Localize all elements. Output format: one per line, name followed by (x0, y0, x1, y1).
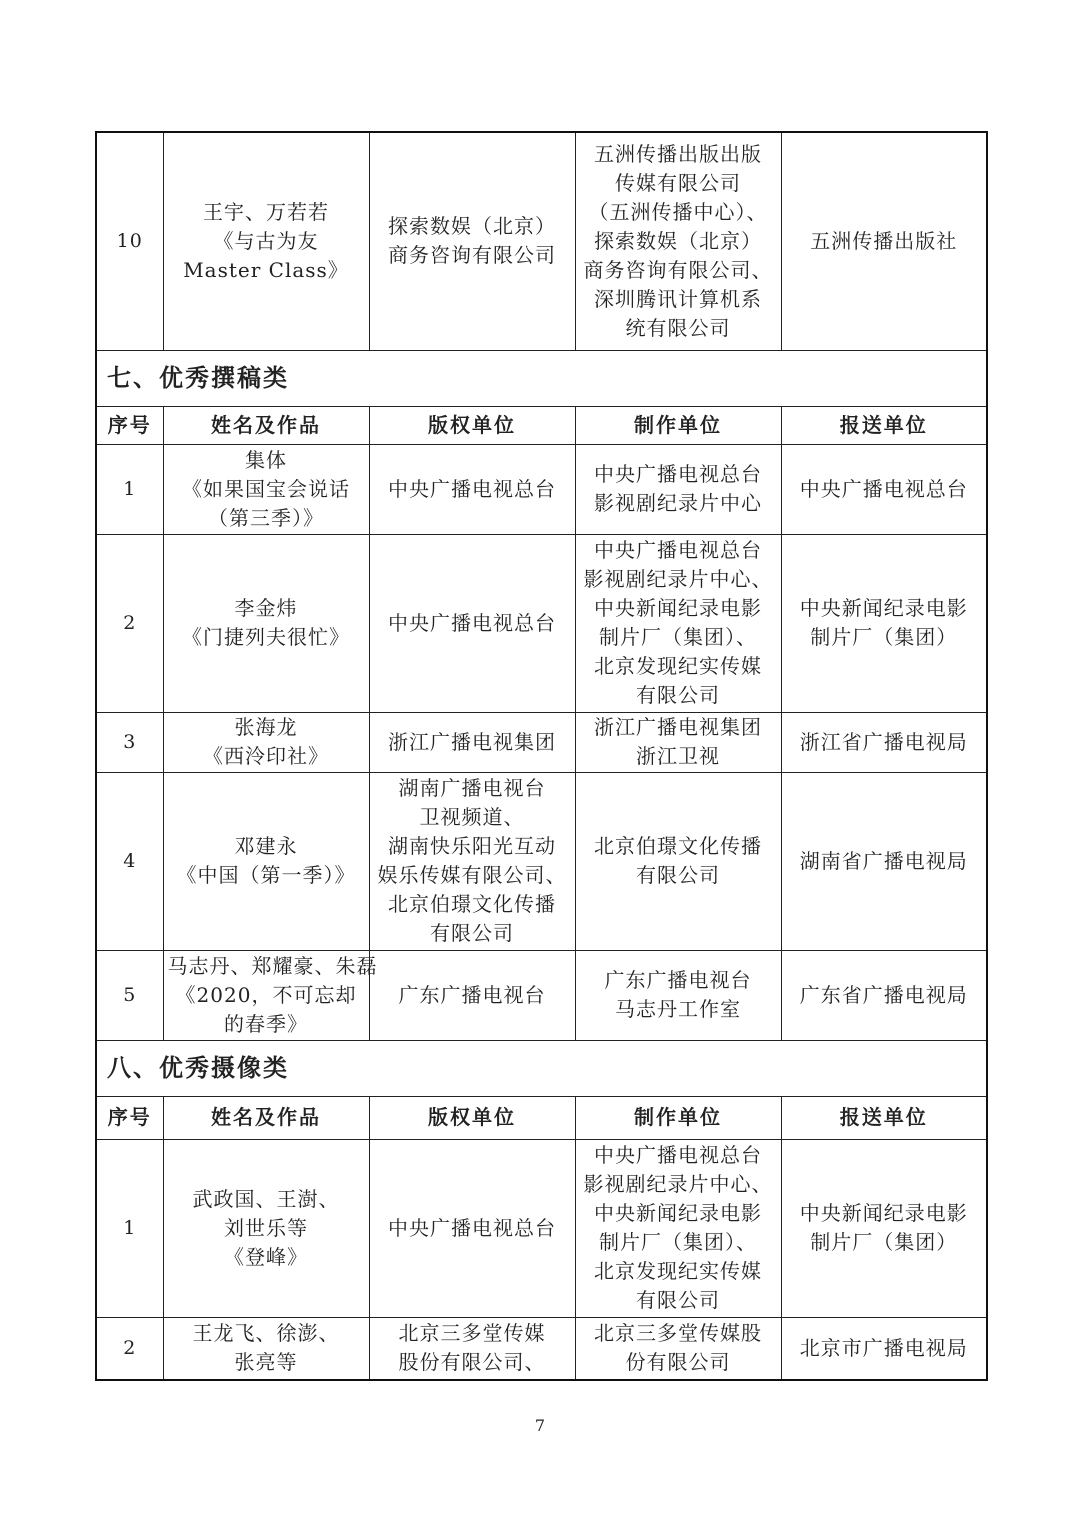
cell-line: 制片厂（集团） (810, 625, 958, 649)
cell-line: 《门捷列夫很忙》 (182, 625, 350, 649)
submitting-unit-cell (781, 444, 987, 534)
cell-line: 广东广播电视台 (398, 982, 546, 1007)
cell-line: 有限公司 (430, 921, 514, 945)
copyright-unit-cell (369, 1317, 575, 1380)
production-unit-cell (575, 132, 781, 350)
header-row (96, 1096, 987, 1139)
copyright-unit-cell (369, 772, 575, 950)
table-row (96, 950, 987, 1040)
table-row (96, 534, 987, 712)
cell-line: 张亮等 (234, 1350, 298, 1375)
cell-line: 中央新闻纪录电影 (799, 1201, 968, 1225)
name-work-cell (163, 534, 369, 712)
cell-line: 北京伯璟文化传播 (388, 892, 556, 916)
seq-cell: 3 (96, 712, 163, 772)
name-work-cell (163, 1139, 369, 1317)
production-unit-cell (575, 1139, 781, 1317)
cell-line: 商务咨询有限公司、 (583, 257, 773, 282)
cell-line: 中央广播电视总台 (388, 476, 556, 501)
column-header: 制作单位 (575, 1096, 781, 1139)
submitting-unit-cell (781, 712, 987, 772)
cell-line: 《2020，不可忘却 (175, 982, 357, 1007)
section-title: 八、优秀摄像类 (96, 1040, 987, 1096)
copyright-unit-cell (369, 712, 575, 772)
cell-line: （五洲传播中心）、 (588, 199, 768, 224)
cell-line: 探索数娱（北京） (594, 228, 762, 253)
cell-line: 制片厂（集团）、 (599, 1230, 757, 1254)
cell-line: 北京市广播电视局 (799, 1335, 968, 1360)
cell-line: 中央广播电视总台 (594, 462, 762, 486)
cell-line: 邓建永 (234, 834, 298, 858)
column-header: 序号 (96, 1096, 163, 1139)
copyright-unit-cell (369, 534, 575, 712)
copyright-unit-cell (369, 1139, 575, 1317)
seq-cell: 5 (96, 950, 163, 1040)
table-row (96, 772, 987, 950)
copyright-unit-cell (369, 444, 575, 534)
production-unit-cell (575, 950, 781, 1040)
seq-cell: 2 (96, 534, 163, 712)
cell-line: 传媒有限公司 (615, 170, 741, 195)
submitting-unit-cell (781, 950, 987, 1040)
cell-line: 有限公司 (636, 1288, 720, 1312)
cell-line: 中央广播电视总台 (594, 538, 762, 562)
cell-line: 统有限公司 (625, 315, 731, 340)
cell-line: 马志丹、郑耀豪、朱磊 (167, 953, 378, 978)
cell-line: 浙江省广播电视局 (799, 729, 968, 754)
cell-line: 湖南省广播电视局 (799, 848, 968, 873)
seq-cell: 4 (96, 772, 163, 950)
cell-line: 浙江广播电视集团 (388, 729, 556, 754)
seq-cell: 1 (96, 1139, 163, 1317)
table-body (96, 132, 987, 1380)
name-work-cell (163, 772, 369, 950)
production-unit-cell (575, 1317, 781, 1380)
cell-line: 马志丹工作室 (615, 997, 741, 1021)
submitting-unit-cell (781, 534, 987, 712)
submitting-unit-cell (781, 132, 987, 350)
section-title: 七、优秀撰稿类 (96, 350, 987, 406)
production-unit-cell (575, 444, 781, 534)
column-header: 序号 (96, 406, 163, 444)
column-header: 版权单位 (369, 1096, 575, 1139)
cell-line: 李金炜 (234, 596, 298, 620)
copyright-unit-cell (369, 132, 575, 350)
table-row (96, 444, 987, 534)
cell-line: 广东广播电视台 (604, 968, 752, 992)
column-header: 姓名及作品 (163, 1096, 369, 1139)
cell-line: 五洲传播出版社 (810, 228, 958, 253)
page-number: 7 (534, 1416, 546, 1435)
awards-table (95, 131, 988, 1381)
name-work-cell (163, 1317, 369, 1380)
table-row (96, 132, 987, 350)
header-row (96, 406, 987, 444)
cell-line: 份有限公司 (625, 1350, 731, 1375)
table-row (96, 1139, 987, 1317)
cell-line: 影视剧纪录片中心、 (583, 567, 773, 591)
column-header: 制作单位 (575, 406, 781, 444)
cell-line: 王宇、万若若 (203, 199, 329, 224)
cell-line: 有限公司 (636, 863, 720, 887)
column-header: 姓名及作品 (163, 406, 369, 444)
cell-line: 制片厂（集团）、 (599, 625, 757, 649)
name-work-cell (163, 712, 369, 772)
cell-line: 中央新闻纪录电影 (594, 596, 762, 620)
submitting-unit-cell (781, 1317, 987, 1380)
cell-line: 五洲传播出版出版 (594, 141, 762, 166)
cell-line: 北京三多堂传媒股 (594, 1321, 762, 1346)
cell-line: 中央广播电视总台 (388, 610, 556, 635)
section-title-row (96, 1040, 987, 1096)
cell-line: 中央新闻纪录电影 (594, 1201, 762, 1225)
cell-line: 王龙飞、徐澎、 (192, 1321, 340, 1346)
cell-line: 湖南广播电视台 (398, 776, 546, 800)
submitting-unit-cell (781, 1139, 987, 1317)
cell-line: 影视剧纪录片中心、 (583, 1172, 773, 1196)
table-row (96, 1317, 987, 1380)
cell-line: 北京三多堂传媒 (398, 1321, 546, 1346)
submitting-unit-cell (781, 772, 987, 950)
production-unit-cell (575, 772, 781, 950)
table-row (96, 712, 987, 772)
cell-line: 中央广播电视总台 (594, 1143, 762, 1167)
cell-line: 《登峰》 (224, 1244, 308, 1269)
cell-line: 的春季》 (224, 1011, 308, 1036)
cell-line: 《中国（第一季）》 (176, 863, 356, 887)
column-header: 版权单位 (369, 406, 575, 444)
cell-line: 浙江卫视 (636, 744, 720, 768)
cell-line: 中央广播电视总台 (388, 1215, 556, 1240)
name-work-cell (163, 950, 378, 1040)
section-title-row (96, 350, 987, 406)
cell-line: 影视剧纪录片中心 (594, 491, 762, 515)
cell-line: 张海龙 (234, 715, 298, 739)
seq-cell: 10 (96, 132, 163, 350)
cell-line: Master Class》 (183, 257, 349, 282)
cell-line: 探索数娱（北京） (388, 214, 556, 239)
cell-line: 中央广播电视总台 (799, 476, 968, 501)
production-unit-cell (575, 534, 781, 712)
cell-line: 刘世乐等 (224, 1215, 308, 1240)
column-header: 报送单位 (781, 1096, 987, 1139)
cell-line: 股份有限公司、 (398, 1350, 546, 1375)
cell-line: 浙江广播电视集团 (594, 715, 762, 739)
cell-line: 深圳腾讯计算机系 (594, 286, 762, 311)
cell-line: 《如果国宝会说话 (182, 476, 350, 501)
cell-line: 有限公司 (636, 683, 720, 707)
cell-line: 集体 (245, 447, 287, 472)
seq-cell: 2 (96, 1317, 163, 1380)
cell-line: 卫视频道、 (419, 805, 525, 829)
cell-line: 武政国、王澍、 (192, 1186, 340, 1211)
cell-line: 制片厂（集团） (810, 1230, 958, 1254)
cell-line: 北京发现纪实传媒 (594, 1259, 762, 1283)
seq-cell: 1 (96, 444, 163, 534)
cell-line: 商务咨询有限公司 (388, 243, 556, 268)
column-header: 报送单位 (781, 406, 987, 444)
cell-line: 北京伯璟文化传播 (594, 834, 762, 858)
copyright-unit-cell (369, 950, 575, 1040)
cell-line: 《与古为友 (213, 228, 319, 253)
production-unit-cell (575, 712, 781, 772)
cell-line: 北京发现纪实传媒 (594, 654, 762, 678)
cell-line: 中央新闻纪录电影 (799, 596, 968, 620)
cell-line: 广东省广播电视局 (799, 982, 968, 1007)
name-work-cell (163, 132, 369, 350)
cell-line: （第三季）》 (208, 505, 324, 530)
name-work-cell (163, 444, 369, 534)
cell-line: 湖南快乐阳光互动 (388, 834, 556, 858)
cell-line: 娱乐传媒有限公司、 (377, 863, 567, 887)
cell-line: 《西泠印社》 (203, 744, 329, 768)
